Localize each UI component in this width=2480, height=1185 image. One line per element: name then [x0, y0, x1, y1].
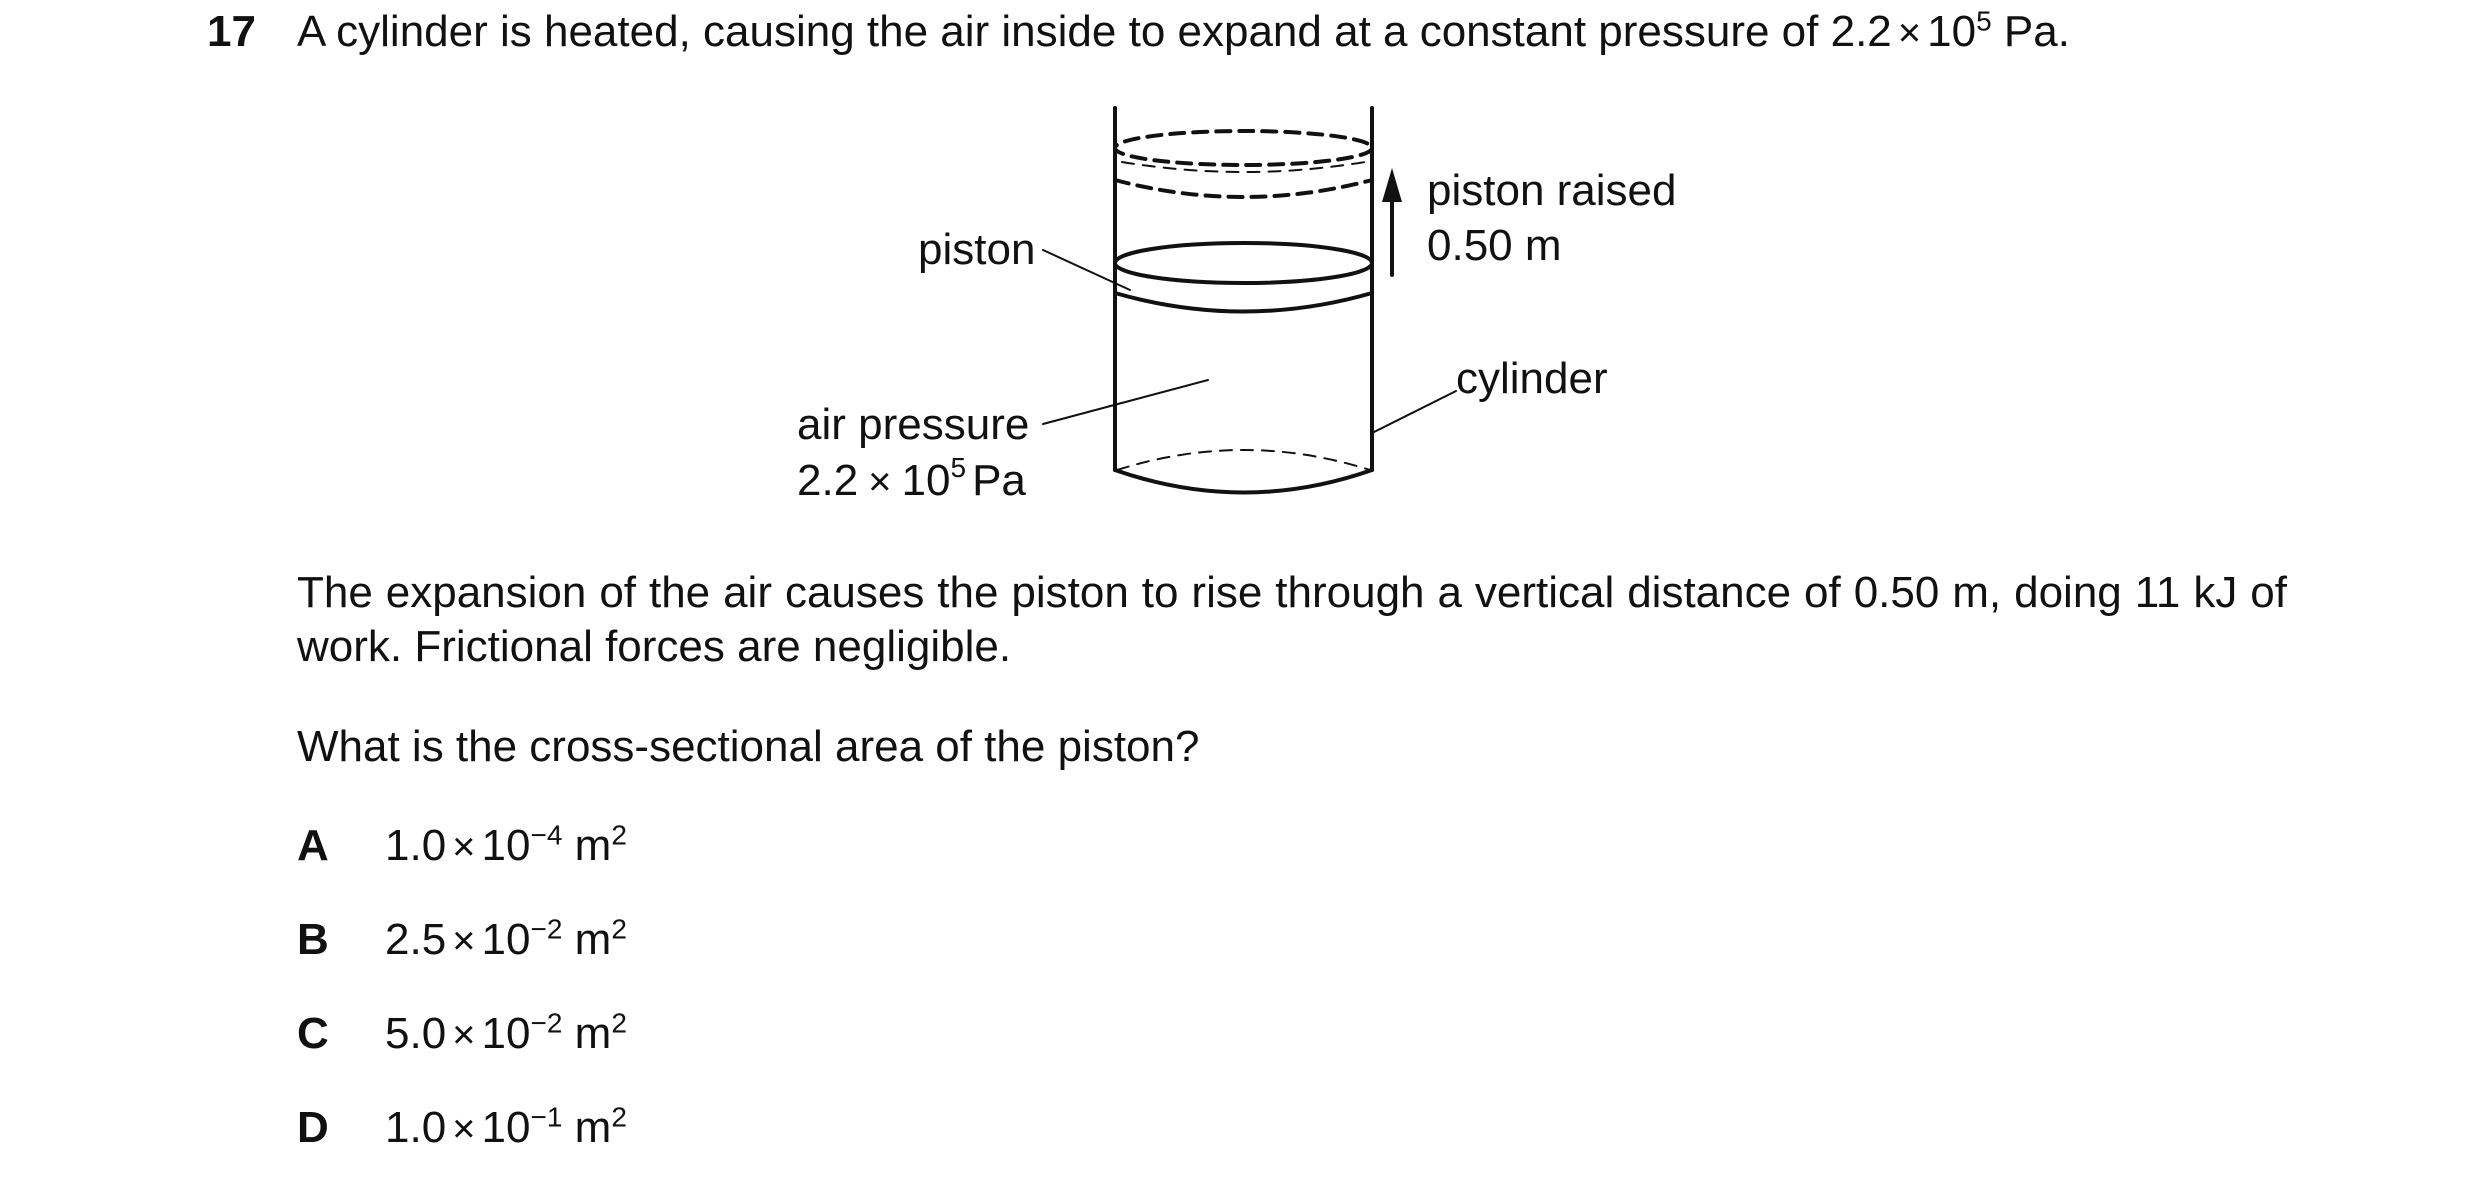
raised-piston-top: [1115, 131, 1372, 165]
air-pressure-leader-line: [1043, 380, 1208, 424]
label-piston: piston: [918, 225, 1036, 274]
option-times: ×: [452, 1013, 476, 1057]
option-exponent: −2: [530, 913, 563, 945]
option-unit-exponent: 2: [611, 1101, 627, 1133]
pressure-unit: Pa: [972, 456, 1026, 505]
pressure-exponent: 5: [950, 452, 967, 483]
option-base: 10: [481, 1009, 531, 1058]
option-mantissa: 1.0: [385, 1103, 447, 1152]
option-base: 10: [481, 821, 531, 870]
option-times: ×: [452, 825, 476, 869]
option-c[interactable]: [297, 1006, 627, 1063]
option-d[interactable]: [297, 1100, 627, 1157]
option-unit-exponent: 2: [611, 1007, 627, 1039]
stem-suffix: Pa.: [2003, 7, 2070, 56]
option-mantissa: 1.0: [385, 821, 447, 870]
option-unit-exponent: 2: [611, 913, 627, 945]
option-unit-exponent: 2: [611, 819, 627, 851]
label-air-pressure: air pressure: [797, 400, 1030, 449]
option-times: ×: [452, 919, 476, 963]
option-letter: D: [297, 1103, 329, 1152]
question-number: 17: [207, 7, 256, 56]
option-a[interactable]: [297, 818, 627, 875]
option-letter: A: [297, 821, 329, 870]
raise-arrow-head: [1382, 168, 1402, 202]
piston-top: [1115, 243, 1372, 283]
raised-piston-inner-dash: [1122, 162, 1365, 172]
cylinder-piston-diagram: [0, 0, 2480, 560]
option-unit: m: [574, 1103, 612, 1152]
stem-exponent: 5: [1976, 5, 1992, 37]
option-mantissa: 2.5: [385, 915, 447, 964]
label-cylinder: cylinder: [1456, 354, 1608, 403]
raised-piston-bottom: [1115, 180, 1372, 197]
option-exponent: −4: [530, 819, 563, 851]
label-piston-raised: piston raised: [1427, 166, 1677, 215]
times-symbol: ×: [1897, 11, 1922, 55]
option-letter: B: [297, 915, 329, 964]
option-exponent: −1: [530, 1101, 563, 1133]
option-base: 10: [481, 915, 531, 964]
description-paragraph: The expansion of the air causes the piston to rise through a vertical distance of 0.50 m, doing 11 kJ of work. Frictional forces are negligible.: [297, 568, 2287, 671]
stem-base: 10: [1927, 7, 1977, 56]
option-exponent: −2: [530, 1007, 563, 1039]
label-pressure-value: [797, 452, 1026, 505]
option-base: 10: [481, 1103, 531, 1152]
pressure-times: ×: [868, 460, 892, 504]
question-prompt: What is the cross-sectional area of the piston?: [297, 722, 1200, 771]
piston-bottom-edge: [1115, 293, 1372, 312]
option-times: ×: [452, 1107, 476, 1151]
option-unit: m: [574, 821, 612, 870]
stem-prefix: A cylinder is heated, causing the air inside to expand at a constant pressure of 2.2: [297, 7, 1892, 56]
cylinder-base-front: [1115, 470, 1372, 493]
cylinder-base-back: [1117, 450, 1370, 470]
cylinder-leader-line: [1372, 391, 1456, 433]
option-b[interactable]: [297, 912, 627, 969]
option-unit: m: [574, 1009, 612, 1058]
option-letter: C: [297, 1009, 329, 1058]
pressure-base: 10: [901, 456, 951, 505]
option-unit: m: [574, 915, 612, 964]
label-distance: 0.50 m: [1427, 221, 1562, 270]
pressure-mantissa: 2.2: [797, 456, 859, 505]
option-mantissa: 5.0: [385, 1009, 447, 1058]
